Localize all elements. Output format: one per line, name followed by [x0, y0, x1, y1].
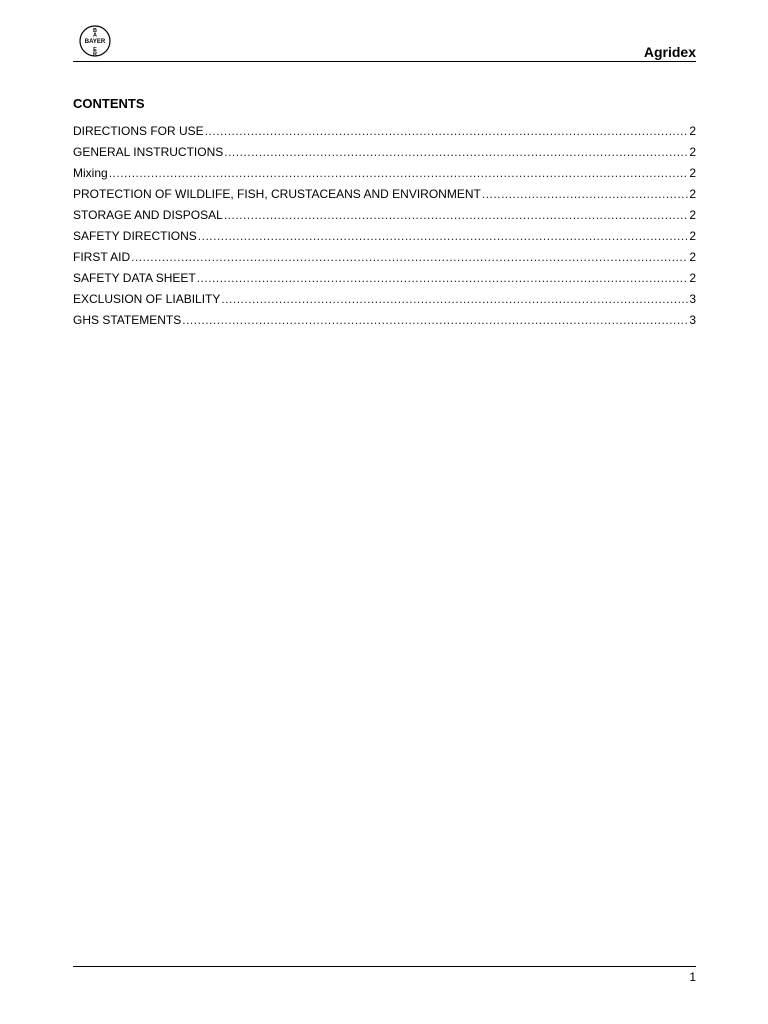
- toc-entry-label: GHS STATEMENTS: [73, 313, 182, 327]
- page-number: 1: [689, 970, 696, 984]
- toc-entry-safety-data-sheet[interactable]: [73, 269, 696, 290]
- toc-entry-page: 2: [689, 229, 696, 243]
- svg-text:E: E: [93, 47, 97, 53]
- toc-entry-page: 3: [689, 313, 696, 327]
- toc-entry-general-instructions[interactable]: [73, 143, 696, 164]
- svg-text:B: B: [93, 28, 97, 34]
- toc-leader-dots: [197, 269, 689, 287]
- toc-entry-label: DIRECTIONS FOR USE: [73, 124, 204, 138]
- toc-entry-page: 2: [689, 187, 696, 201]
- toc-entry-label: Mixing: [73, 166, 108, 180]
- product-name: Agridex: [643, 44, 696, 60]
- toc-entry-first-aid[interactable]: [73, 248, 696, 269]
- toc-entry-page: 3: [689, 292, 696, 306]
- toc-entry-page: 2: [689, 145, 696, 159]
- toc-entry-mixing[interactable]: [73, 164, 696, 185]
- toc-entry-label: PROTECTION OF WILDLIFE, FISH, CRUSTACEANS AND ENVIRONMENT: [73, 187, 481, 201]
- svg-text:A: A: [93, 32, 97, 39]
- page-footer: [73, 966, 696, 984]
- toc-entry-exclusion-of-liability[interactable]: [73, 290, 696, 311]
- toc-entry-protection-of-wildlife[interactable]: [73, 185, 696, 206]
- toc-leader-dots: [198, 227, 689, 245]
- toc-entry-ghs-statements[interactable]: [73, 311, 696, 332]
- toc-leader-dots: [224, 143, 688, 161]
- page-header: [73, 24, 696, 62]
- toc-entry-page: 2: [689, 124, 696, 138]
- svg-text:R: R: [93, 51, 97, 57]
- toc-entry-label: FIRST AID: [73, 250, 131, 264]
- toc-entry-label: EXCLUSION OF LIABILITY: [73, 292, 221, 306]
- toc-entry-page: 2: [689, 166, 696, 180]
- toc-leader-dots: [131, 248, 688, 266]
- svg-text:BAYER: BAYER: [84, 39, 106, 45]
- toc-entry-storage-and-disposal[interactable]: [73, 206, 696, 227]
- toc-leader-dots: [221, 290, 688, 308]
- toc-entry-safety-directions[interactable]: [73, 227, 696, 248]
- toc-leader-dots: [482, 185, 689, 203]
- toc-leader-dots: [182, 311, 688, 329]
- table-of-contents: [73, 122, 696, 332]
- contents-heading: CONTENTS: [73, 96, 145, 111]
- toc-entry-label: SAFETY DATA SHEET: [73, 271, 196, 285]
- bayer-logo: [79, 25, 111, 57]
- toc-entry-page: 2: [689, 271, 696, 285]
- toc-entry-page: 2: [689, 208, 696, 222]
- toc-entry-directions-for-use[interactable]: [73, 122, 696, 143]
- toc-leader-dots: [205, 122, 689, 140]
- toc-entry-label: GENERAL INSTRUCTIONS: [73, 145, 224, 159]
- toc-entry-label: STORAGE AND DISPOSAL: [73, 208, 223, 222]
- toc-leader-dots: [224, 206, 688, 224]
- bayer-cross-logo-icon: [79, 25, 111, 57]
- toc-entry-label: SAFETY DIRECTIONS: [73, 229, 197, 243]
- toc-leader-dots: [109, 164, 689, 182]
- toc-entry-page: 2: [689, 250, 696, 264]
